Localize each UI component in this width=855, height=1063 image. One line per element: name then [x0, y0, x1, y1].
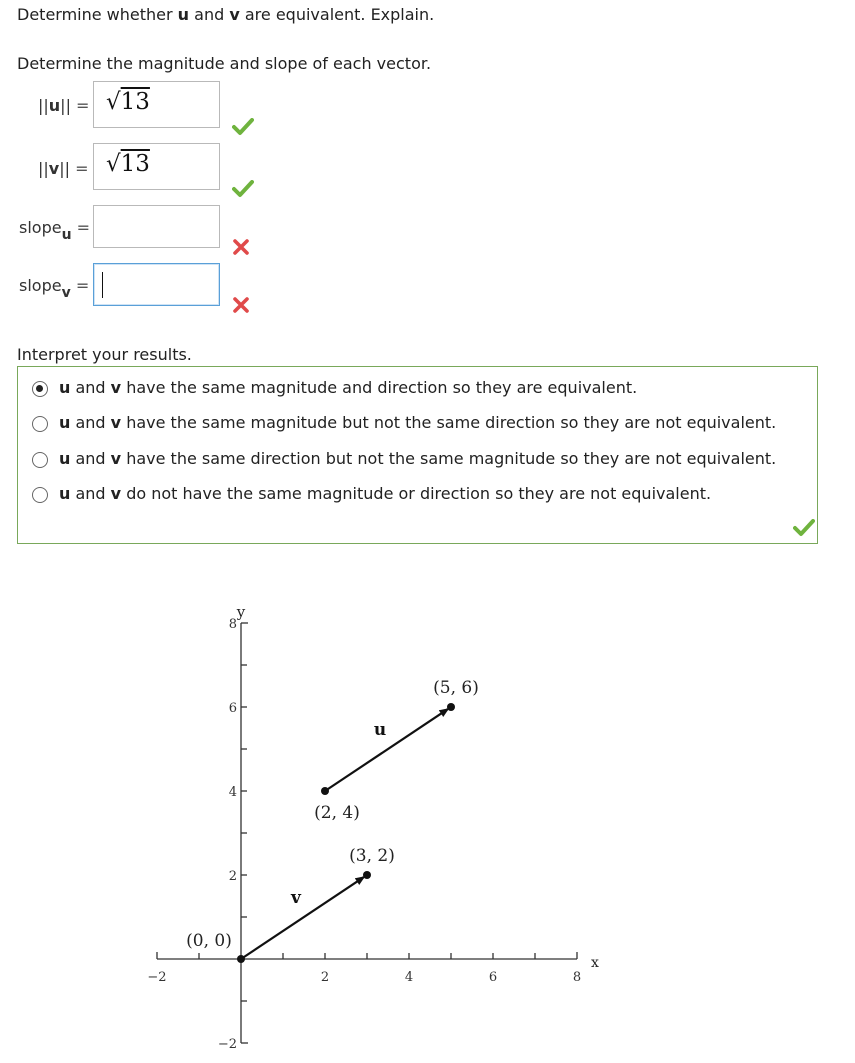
check-icon	[793, 519, 815, 537]
norm-u-value: √13	[106, 89, 150, 115]
vector-u-end-label: (5, 6)	[433, 678, 479, 698]
vector-u-end-point	[447, 703, 455, 711]
vector-u-start-label: (2, 4)	[314, 803, 360, 823]
vector-u-label: u	[373, 720, 387, 740]
x-tick-label: 8	[572, 970, 582, 985]
y-tick-label: 6	[228, 701, 237, 716]
cross-icon	[232, 238, 250, 256]
vector-plot	[0, 590, 855, 1063]
y-tick-label: −2	[217, 1037, 237, 1052]
vector-u-start-point	[321, 787, 329, 795]
slope-v-input[interactable]	[93, 263, 220, 306]
vector-u	[325, 709, 448, 791]
norm-u-label: ||u|| =	[38, 96, 90, 115]
y-axis-label: y	[236, 603, 246, 621]
vector-v-start-label: (0, 0)	[186, 931, 232, 951]
cross-icon	[232, 296, 250, 314]
vector-v-label: v	[291, 888, 301, 908]
radio-option-4[interactable]	[32, 487, 48, 503]
norm-v-value: √13	[106, 151, 150, 177]
vector-v-end-point	[363, 871, 371, 879]
slope-u-label: slopeu =	[19, 218, 91, 243]
question-text: Determine whether u and v are equivalent. Explain.	[17, 5, 435, 24]
radio-option-1[interactable]	[32, 381, 48, 397]
vector-v-start-point	[237, 955, 245, 963]
x-tick-label: −2	[147, 970, 167, 985]
x-tick-label: 6	[488, 970, 498, 985]
instruction-text: Determine the magnitude and slope of each vector.	[17, 54, 432, 73]
interpret-options-panel: u and v have the same magnitude and direction so they are equivalent. u and v have the same magnitude but not the same direction so they are not equivalent. u and v have the same direction but not the same magnitude so they are not equivalent. u and v do not have the same magnitude or direction so they are not equivalent.	[17, 366, 818, 544]
interpret-heading: Interpret your results.	[17, 345, 192, 364]
check-icon	[232, 118, 254, 136]
y-tick-label: 4	[228, 785, 237, 800]
y-tick-label: 2	[228, 869, 237, 884]
slope-v-label: slopev =	[19, 276, 90, 301]
x-tick-label: 4	[404, 970, 414, 985]
text-caret	[102, 272, 103, 298]
norm-v-label: ||v|| =	[38, 159, 89, 178]
vector-v-end-label: (3, 2)	[349, 846, 395, 866]
slope-u-input[interactable]	[93, 205, 220, 248]
norm-v-input[interactable]	[93, 143, 220, 190]
x-axis-label: x	[591, 955, 599, 971]
vector-v	[241, 877, 364, 959]
norm-u-input[interactable]	[93, 81, 220, 128]
y-tick-label: 8	[228, 617, 237, 632]
radio-option-2[interactable]	[32, 416, 48, 432]
radio-option-3[interactable]	[32, 452, 48, 468]
check-icon	[232, 180, 254, 198]
x-tick-label: 2	[320, 970, 330, 985]
